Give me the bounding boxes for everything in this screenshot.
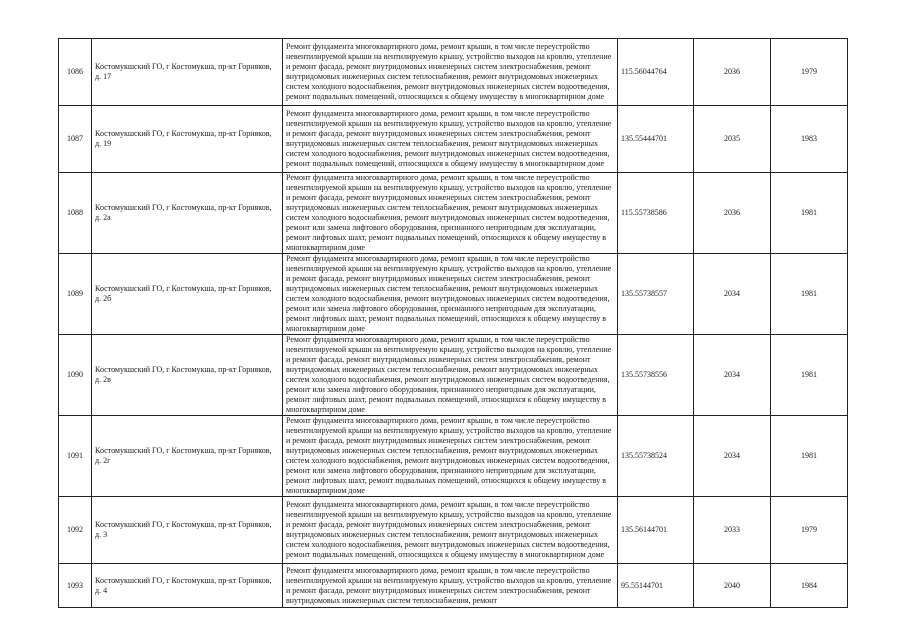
row-plan-year: 2036 xyxy=(694,39,771,106)
row-works: Ремонт фундамента многоквартирного дома, ремонт крыши, в том числе переустройство невентилируемой крыши на вентилируемую крышу, устройство выходов на кровлю, утепление и ремонт фасада, ремонт внутридомовых инженерных систем электроснабжения, ремонт внутридомовых инженерных систем теплоснабжения, ремонт внутридомовых инженерных систем холодного водоснабжения, ремонт внутридомовых инженерных систем водоотведения, ремонт или замена лифтового оборудования, признанного непригодным для эксплуатации, ремонт лифтовых шахт, ремонт подвальных помещений, относящихся к общему имуществу в многоквартирном доме xyxy=(283,335,618,416)
row-address: Костомукшский ГО, г Костомукша, пр-кт Горняков, д. 2а xyxy=(92,173,283,254)
row-number: 1087 xyxy=(59,106,92,173)
row-number: 1090 xyxy=(59,335,92,416)
row-built-year: 1981 xyxy=(771,173,848,254)
row-works: Ремонт фундамента многоквартирного дома, ремонт крыши, в том числе переустройство невентилируемой крыши на вентилируемую крышу, устройство выходов на кровлю, утепление и ремонт фасада, ремонт внутридомовых инженерных систем электроснабжения, ремонт внутридомовых инженерных систем теплоснабжения, ремонт xyxy=(283,564,618,608)
row-built-year: 1984 xyxy=(771,564,848,608)
table-row xyxy=(59,39,848,106)
row-address: Костомукшский ГО, г Костомукша, пр-кт Горняков, д. 2г xyxy=(92,416,283,497)
row-address: Костомукшский ГО, г Костомукша, пр-кт Горняков, д. 2в xyxy=(92,335,283,416)
row-cost: 115.56044764 xyxy=(618,39,694,106)
table-row xyxy=(59,106,848,173)
row-built-year: 1979 xyxy=(771,497,848,564)
row-address: Костомукшский ГО, г Костомукша, пр-кт Горняков, д. 2б xyxy=(92,254,283,335)
row-address: Костомукшский ГО, г Костомукша, пр-кт Горняков, д. 3 xyxy=(92,497,283,564)
row-plan-year: 2036 xyxy=(694,173,771,254)
row-plan-year: 2034 xyxy=(694,335,771,416)
row-plan-year: 2040 xyxy=(694,564,771,608)
row-number: 1092 xyxy=(59,497,92,564)
row-address: Костомукшский ГО, г Костомукша, пр-кт Горняков, д. 17 xyxy=(92,39,283,106)
row-works: Ремонт фундамента многоквартирного дома, ремонт крыши, в том числе переустройство невентилируемой крыши на вентилируемую крышу, устройство выходов на кровлю, утепление и ремонт фасада, ремонт внутридомовых инженерных систем электроснабжения, ремонт внутридомовых инженерных систем теплоснабжения, ремонт внутридомовых инженерных систем холодного водоснабжения, ремонт внутридомовых инженерных систем водоотведения, ремонт или замена лифтового оборудования, признанного непригодным для эксплуатации, ремонт лифтовых шахт, ремонт подвальных помещений, относящихся к общему имуществу в многоквартирном доме xyxy=(283,254,618,335)
row-cost: 135.55738557 xyxy=(618,254,694,335)
row-number: 1091 xyxy=(59,416,92,497)
row-cost: 135.56144701 xyxy=(618,497,694,564)
row-plan-year: 2034 xyxy=(694,254,771,335)
row-cost: 95.55144701 xyxy=(618,564,694,608)
table-row xyxy=(59,254,848,335)
row-number: 1086 xyxy=(59,39,92,106)
row-cost: 135.55444701 xyxy=(618,106,694,173)
row-built-year: 1981 xyxy=(771,335,848,416)
row-plan-year: 2034 xyxy=(694,416,771,497)
row-address: Костомукшский ГО, г Костомукша, пр-кт Горняков, д. 4 xyxy=(92,564,283,608)
row-plan-year: 2035 xyxy=(694,106,771,173)
table-row xyxy=(59,564,848,608)
row-cost: 135.55738556 xyxy=(618,335,694,416)
capital-repair-register-table xyxy=(58,38,848,608)
row-number: 1088 xyxy=(59,173,92,254)
row-works: Ремонт фундамента многоквартирного дома, ремонт крыши, в том числе переустройство невентилируемой крыши на вентилируемую крышу, устройство выходов на кровлю, утепление и ремонт фасада, ремонт внутридомовых инженерных систем электроснабжения, ремонт внутридомовых инженерных систем теплоснабжения, ремонт внутридомовых инженерных систем холодного водоснабжения, ремонт внутридомовых инженерных систем водоотведения, ремонт или замена лифтового оборудования, признанного непригодным для эксплуатации, ремонт лифтовых шахт, ремонт подвальных помещений, относящихся к общему имуществу в многоквартирном доме xyxy=(283,416,618,497)
row-works: Ремонт фундамента многоквартирного дома, ремонт крыши, в том числе переустройство невентилируемой крыши на вентилируемую крышу, устройство выходов на кровлю, утепление и ремонт фасада, ремонт внутридомовых инженерных систем электроснабжения, ремонт внутридомовых инженерных систем теплоснабжения, ремонт внутридомовых инженерных систем холодного водоснабжения, ремонт внутридомовых инженерных систем водоотведения, ремонт подвальных помещений, относящихся к общему имуществу в многоквартирном доме xyxy=(283,106,618,173)
row-address: Костомукшский ГО, г Костомукша, пр-кт Горняков, д. 19 xyxy=(92,106,283,173)
row-built-year: 1983 xyxy=(771,106,848,173)
row-cost: 115.55738586 xyxy=(618,173,694,254)
row-cost: 135.55738524 xyxy=(618,416,694,497)
row-built-year: 1981 xyxy=(771,254,848,335)
row-number: 1093 xyxy=(59,564,92,608)
row-works: Ремонт фундамента многоквартирного дома, ремонт крыши, в том числе переустройство невентилируемой крыши на вентилируемую крышу, устройство выходов на кровлю, утепление и ремонт фасада, ремонт внутридомовых инженерных систем электроснабжения, ремонт внутридомовых инженерных систем теплоснабжения, ремонт внутридомовых инженерных систем холодного водоснабжения, ремонт внутридомовых инженерных систем водоотведения, ремонт подвальных помещений, относящихся к общему имуществу в многоквартирном доме xyxy=(283,497,618,564)
row-built-year: 1981 xyxy=(771,416,848,497)
table-row xyxy=(59,416,848,497)
table-row xyxy=(59,335,848,416)
row-plan-year: 2033 xyxy=(694,497,771,564)
row-built-year: 1979 xyxy=(771,39,848,106)
table-row xyxy=(59,497,848,564)
row-works: Ремонт фундамента многоквартирного дома, ремонт крыши, в том числе переустройство невентилируемой крыши на вентилируемую крышу, устройство выходов на кровлю, утепление и ремонт фасада, ремонт внутридомовых инженерных систем электроснабжения, ремонт внутридомовых инженерных систем теплоснабжения, ремонт внутридомовых инженерных систем холодного водоснабжения, ремонт внутридомовых инженерных систем водоотведения, ремонт подвальных помещений, относящихся к общему имуществу в многоквартирном доме xyxy=(283,39,618,106)
row-works: Ремонт фундамента многоквартирного дома, ремонт крыши, в том числе переустройство невентилируемой крыши на вентилируемую крышу, устройство выходов на кровлю, утепление и ремонт фасада, ремонт внутридомовых инженерных систем электроснабжения, ремонт внутридомовых инженерных систем теплоснабжения, ремонт внутридомовых инженерных систем холодного водоснабжения, ремонт внутридомовых инженерных систем водоотведения, ремонт или замена лифтового оборудования, признанного непригодным для эксплуатации, ремонт лифтовых шахт, ремонт подвальных помещений, относящихся к общему имуществу в многоквартирном доме xyxy=(283,173,618,254)
row-number: 1089 xyxy=(59,254,92,335)
table-row xyxy=(59,173,848,254)
